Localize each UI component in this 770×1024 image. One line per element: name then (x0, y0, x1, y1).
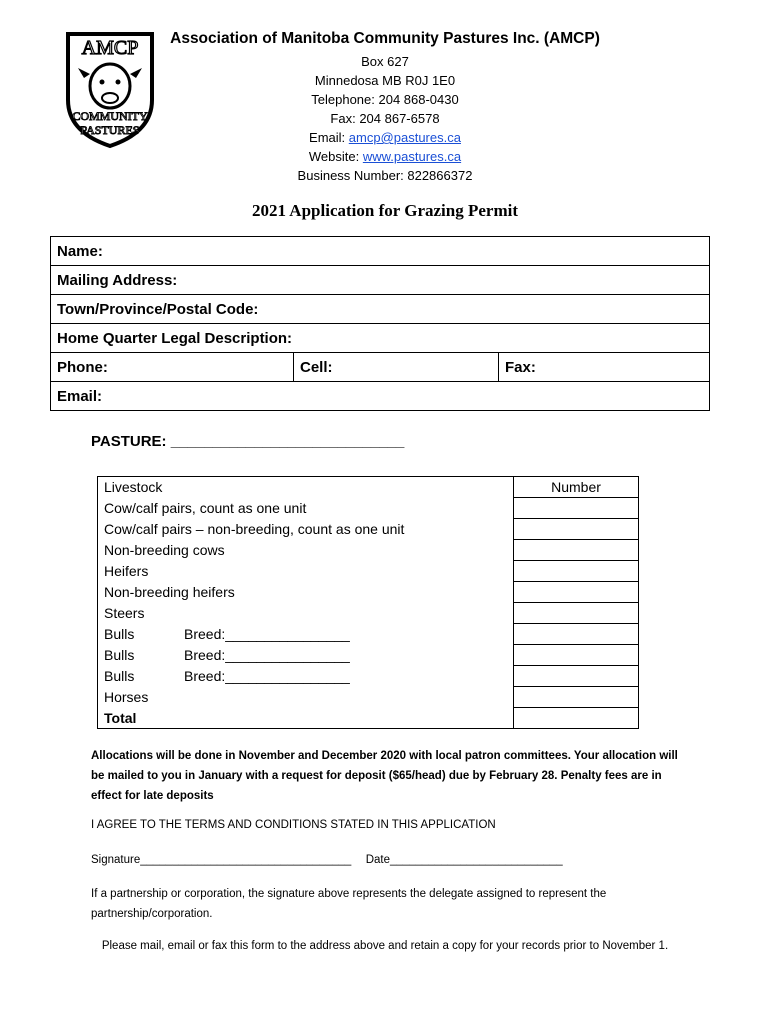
table-row (98, 687, 639, 708)
table-header-row (98, 477, 639, 498)
breed-field[interactable]: Breed:________________ (184, 647, 350, 663)
website-link[interactable]: www.pastures.ca (362, 149, 462, 164)
livestock-label: Bulls Breed:________________ (98, 624, 514, 645)
table-row (98, 708, 639, 729)
livestock-label: Cow/calf pairs – non-breeding, count as one unit (98, 519, 514, 540)
pasture-field[interactable]: PASTURE: ____________________________ (91, 433, 405, 450)
table-row (98, 624, 639, 645)
table-row (98, 582, 639, 603)
number-input[interactable] (514, 519, 639, 540)
signature-field[interactable]: Signature_________________________________ (91, 854, 352, 866)
livestock-label: Steers (98, 603, 514, 624)
breed-field[interactable]: Breed:________________ (184, 668, 350, 684)
table-row (98, 519, 639, 540)
number-input[interactable] (514, 561, 639, 582)
email-field[interactable]: Email: (57, 387, 103, 405)
telephone-line: Telephone: 204 868-0430 (311, 92, 459, 107)
livestock-label: Bulls Breed:________________ (98, 645, 514, 666)
form-title: 2021 Application for Grazing Permit (252, 201, 518, 220)
signature-line (91, 850, 563, 870)
contact-row (51, 353, 709, 382)
number-input[interactable] (514, 603, 639, 624)
table-row (98, 603, 639, 624)
table-row (98, 666, 639, 687)
breed-field[interactable]: Breed:________________ (184, 626, 350, 642)
svg-text:COMMUNITY: COMMUNITY (72, 109, 148, 123)
fax-line: Fax: 204 867-6578 (330, 111, 440, 126)
fax-field[interactable]: Fax: (505, 358, 536, 376)
allocation-notice: Allocations will be done in November and December 2020 with local patron committees. Your allocation will be mailed to you in January with a request for deposit ($65/head) due by February 28. Penalty fees are in effect for late deposits (91, 750, 678, 802)
number-input[interactable] (514, 498, 639, 519)
partnership-note: If a partnership or corporation, the signature above represents the delegate assigned to represent the partnership/corporation. (91, 888, 607, 920)
applicant-info-box (50, 236, 710, 411)
legal-description-field[interactable]: Home Quarter Legal Description: (51, 324, 709, 353)
town-province-postal-field[interactable]: Town/Province/Postal Code: (51, 295, 709, 324)
mailing-instructions: Please mail, email or fax this form to the address above and retain a copy for your records prior to November 1. (101, 940, 669, 952)
agree-statement: I AGREE TO THE TERMS AND CONDITIONS STATED IN THIS APPLICATION (91, 819, 496, 831)
table-row (98, 561, 639, 582)
email-line: Email: amcp@pastures.ca (309, 130, 461, 145)
name-field[interactable]: Name: (51, 237, 709, 266)
number-input[interactable] (514, 582, 639, 603)
organization-name: Association of Manitoba Community Pastures Inc. (AMCP) (170, 30, 600, 47)
livestock-table (97, 476, 639, 729)
number-header: Number (514, 477, 639, 498)
date-field[interactable]: Date___________________________ (365, 854, 563, 866)
number-input[interactable] (514, 540, 639, 561)
business-number: Business Number: 822866372 (297, 168, 473, 183)
table-row (98, 645, 639, 666)
number-input[interactable] (514, 624, 639, 645)
livestock-label: Non-breeding heifers (98, 582, 514, 603)
livestock-label: Non-breeding cows (98, 540, 514, 561)
livestock-label: Horses (98, 687, 514, 708)
mailing-address-field[interactable]: Mailing Address: (51, 266, 709, 295)
number-input[interactable] (514, 687, 639, 708)
livestock-label: Cow/calf pairs, count as one unit (98, 498, 514, 519)
email-link[interactable]: amcp@pastures.ca (348, 130, 461, 145)
livestock-label: Total (98, 708, 514, 729)
cell-field[interactable]: Cell: (294, 353, 499, 381)
livestock-label: Bulls Breed:________________ (98, 666, 514, 687)
livestock-label: Heifers (98, 561, 514, 582)
svg-text:PASTURES: PASTURES (80, 123, 140, 137)
table-row (98, 540, 639, 561)
website-line: Website: www.pastures.ca (308, 149, 462, 164)
box-line: Box 627 (361, 54, 409, 69)
phone-field[interactable]: Phone: (51, 353, 294, 381)
table-row (98, 498, 639, 519)
svg-text:AMCP: AMCP (81, 37, 139, 59)
number-input[interactable] (514, 645, 639, 666)
livestock-header: Livestock (98, 477, 514, 498)
organization-header (150, 30, 620, 185)
city-line: Minnedosa MB R0J 1E0 (314, 73, 456, 88)
number-input[interactable] (514, 666, 639, 687)
number-input[interactable] (514, 708, 639, 729)
